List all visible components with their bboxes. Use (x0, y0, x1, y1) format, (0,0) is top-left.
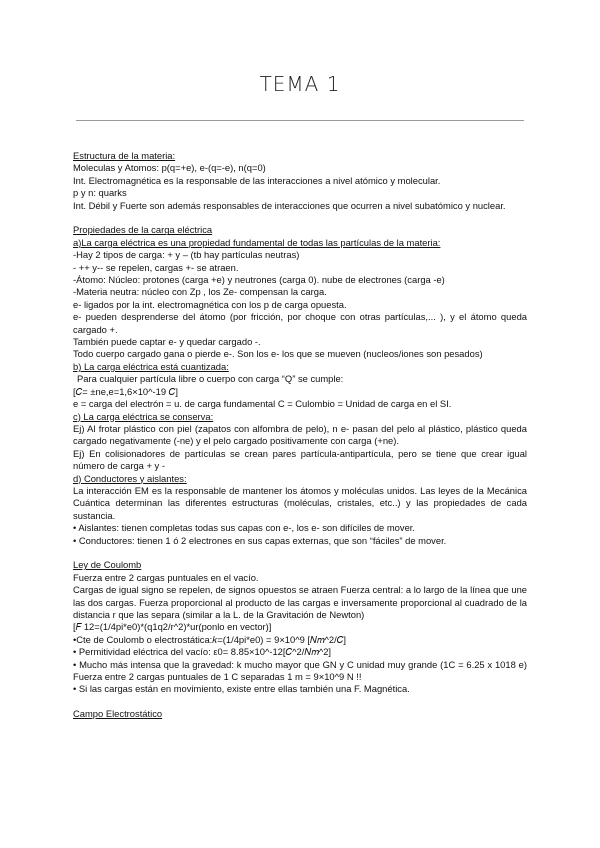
paragraph: También puede captar e- y quedar cargado -. (73, 336, 261, 348)
paragraph: p y n: quarks (73, 187, 127, 199)
subheading-c: c) La carga eléctrica se conserva: (73, 410, 214, 422)
paragraph: - ++ y-- se repelen, cargas +- se atraen. (73, 261, 239, 273)
list-item: •Cte de Coulomb o electrostática:𝑘=(1/4pi*e0) = 9×10^9 [𝑁𝑚^2/𝐶] (73, 633, 346, 645)
paragraph: Ej) En colisionadores de partículas se crean pares partícula-antipartícula, pero se tiene que crear igual número de carga + y - (73, 447, 527, 472)
section-heading-campo: Campo Electrostático (73, 708, 163, 720)
page-title: TEMA 1 (259, 72, 341, 96)
spacer (73, 547, 527, 559)
paragraph: Int. Débil y Fuerte son además responsables de interacciones que ocurren a nivel subatómico y nuclear. (73, 199, 506, 211)
paragraph: Fuerza entre 2 cargas puntuales en el vacío. (73, 571, 259, 583)
paragraph: -Átomo: Núcleo: protones (carga +e) y neutrones (carga 0). nube de electrones (carga -e) (73, 274, 445, 286)
subheading-d: d) Conductores y aislantes: (73, 472, 187, 484)
list-item: • Si las cargas están en movimiento, existe entre ellas también una F. Magnética. (73, 683, 410, 695)
list-item: • Aislantes: tienen completas todas sus capas con e-, los e- son difíciles de mover. (73, 522, 415, 534)
subheading-a: a)La carga eléctrica es una propiedad fundamental de todas las partículas de la materia: (73, 236, 441, 248)
section-heading-propiedades: Propiedades de la carga eléctrica (73, 224, 213, 236)
paragraph: Int. Electromagnética es la responsable de las interacciones a nivel atómico y molecular. (73, 174, 441, 186)
section-heading-coulomb: Ley de Coulomb (73, 559, 142, 571)
subheading-b: b) La carga eléctrica está cuantizada: (73, 360, 229, 372)
formula: [𝐹 12=(1/4pi*e0)*(q1q2/r^2)*ur(ponlo en vector)] (73, 621, 272, 633)
list-item: • Permitividad eléctrica del vacío: ε0= 8.85×10^-12[𝐶^2/𝑁𝑚^2] (73, 646, 332, 658)
paragraph: Todo cuerpo cargado gana o pierde e-. Son los e- los que se mueven (nucleos/iones son pesados) (73, 348, 483, 360)
list-item: • Mucho más intensa que la gravedad: k mucho mayor que GN y C unidad muy grande (1C = 6.25 x 1018 e) Fuerza entre 2 cargas puntuales de 1 C separadas 1 m = 9×10^9 N !! (73, 658, 527, 683)
formula: [𝐶= ±ne,e=1,6×10^-19 𝐶] (73, 385, 178, 397)
title-divider (76, 120, 524, 121)
paragraph: Cargas de igual signo se repelen, de signos opuestos se atraen Fuerza central: a lo largo de la línea que une las dos cargas. Fuerza proporcional al producto de las cargas e inversamente proporcional al cuadrado de la distancia r que las separa (similar a la L. de la Gravitación de Newton) (73, 584, 527, 620)
paragraph: Ej) Al frotar plástico con piel (zapatos con alfombra de pelo), n e- pasan del pelo al plástico, plástico queda cargado negativamente (-ne) y el pelo cargado positivamente con carga (+ne). (73, 422, 527, 447)
paragraph: e = carga del electrón = u. de carga fundamental C = Culombio = Unidad de carga en el SI. (73, 398, 452, 410)
paragraph: e- pueden desprenderse del átomo (por fricción, por choque con otras partículas,... ), y el átomo queda cargado +. (73, 311, 527, 335)
section-heading-estructura: Estructura de la materia: (73, 150, 176, 161)
paragraph: Para cualquier partícula libre o cuerpo con carga “Q” se cumple: (77, 373, 344, 385)
paragraph: La interacción EM es la responsable de mantener los átomos y moléculas unidos. Las leyes de la Mecánica Cuántica determinan las diferentes estructuras (moléculas, cristales, etc..) y las propiedades de cada sustancia. (73, 484, 527, 521)
spacer (73, 212, 527, 224)
spacer (73, 696, 527, 708)
list-item: • Conductores: tienen 1 ó 2 electrones en sus capas externas, que son “fáciles” de mover. (73, 534, 447, 546)
paragraph: e- ligados por la int. electromagnética con los p de carga opuesta. (73, 298, 347, 310)
document-body (73, 150, 527, 721)
paragraph: -Materia neutra: núcleo con Zp , los Ze- compensan la carga. (73, 286, 327, 298)
paragraph: Moleculas y Atomos: p(q=+e), e-(q=-e), n(q=0) (73, 162, 266, 174)
paragraph: -Hay 2 tipos de carga: + y – (tb hay partículas neutras) (73, 249, 300, 261)
